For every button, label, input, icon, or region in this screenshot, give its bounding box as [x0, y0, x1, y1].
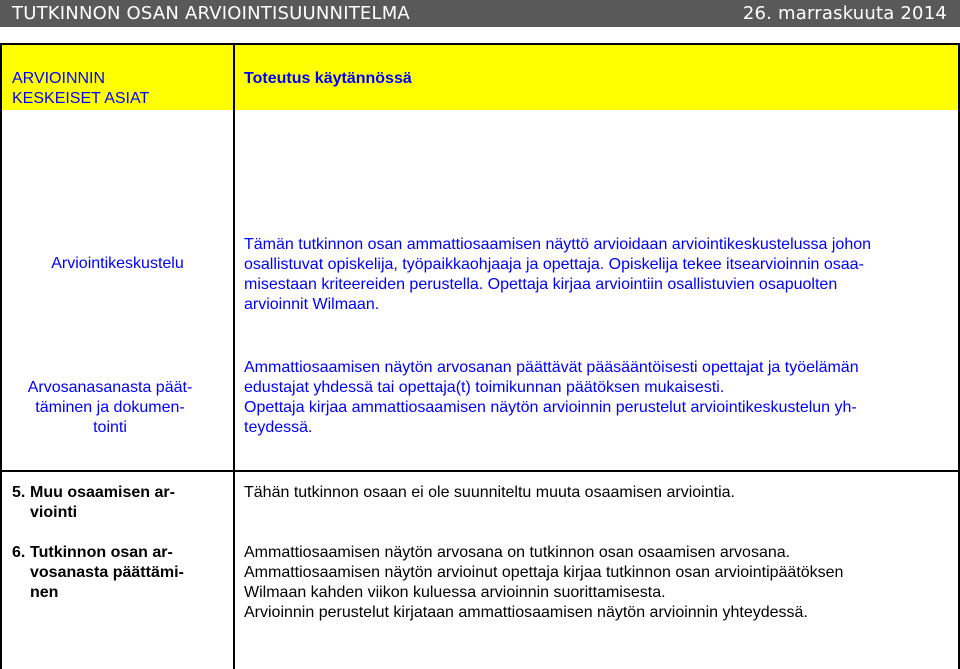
- section-5-text: Tähän tutkinnon osaan ei ole suunniteltu muuta osaamisen arviointia.: [244, 484, 735, 501]
- section-6-text: Ammattiosaamisen näytön arvosana on tutkinnon osan osaamisen arvosana. Ammattiosaamisen näytön arvioinut opettaja kirjaa tutkinnon osan arviointipäätöksen Wilmaan kahden viikon kuluessa arvioinnin suorittamisesta. Arvioinnin perustelut kirjataan ammattiosaamisen näytön arvioinnin yhteydessä.: [244, 544, 844, 621]
- section-number: 6.: [12, 544, 26, 561]
- row-label-grading-documentation: Arvosanasanasta päät- täminen ja dokumen- tointi: [27, 379, 193, 436]
- document-title: TUTKINNON OSAN ARVIOINTISUUNNITELMA: [12, 3, 410, 24]
- header-implementation: Toteutus käytännössä: [244, 70, 412, 87]
- section-6-label: 6. Tutkinnon osan ar- vosanasta päättämi- nen: [12, 544, 184, 601]
- document-date: 26. marraskuuta 2014: [742, 3, 947, 24]
- row-label-assessment-discussion: Arviointikeskustelu: [51, 255, 184, 272]
- document-header: [0, 0, 960, 27]
- section-5-label: 5. Muu osaamisen ar- viointi: [12, 484, 175, 521]
- table-top-border: [0, 43, 960, 45]
- table-section-divider: [0, 470, 960, 472]
- row-text-assessment-discussion: Tämän tutkinnon osan ammattiosaamisen näyttö arvioidaan arviointikeskustelussa johon osallistuvat opiskelija, työpaikkaohjaaja ja opettaja. Opiskelija tekee itsearvioinnin osaa- misestaan kriteereiden perustella. Opettaja kirjaa arviointiin osallistuvien osapuolten arvioinnit Wilmaan.: [244, 236, 872, 313]
- header-key-aspects: ARVIOINNIN KESKEISET ASIAT: [12, 70, 150, 107]
- section-number: 5.: [12, 484, 26, 501]
- table-column-divider: [233, 43, 235, 669]
- table-left-border: [0, 43, 2, 669]
- row-text-grading-documentation: Ammattiosaamisen näytön arvosanan päättävät pääsääntöisesti opettajat ja työelämän edustajat yhdessä tai opettaja(t) toimikunnan päätöksen mukaisesti. Opettaja kirjaa ammattiosaamisen näytön arvioinnin perustelut arviointikeskustelun yh- teydessä.: [244, 359, 859, 436]
